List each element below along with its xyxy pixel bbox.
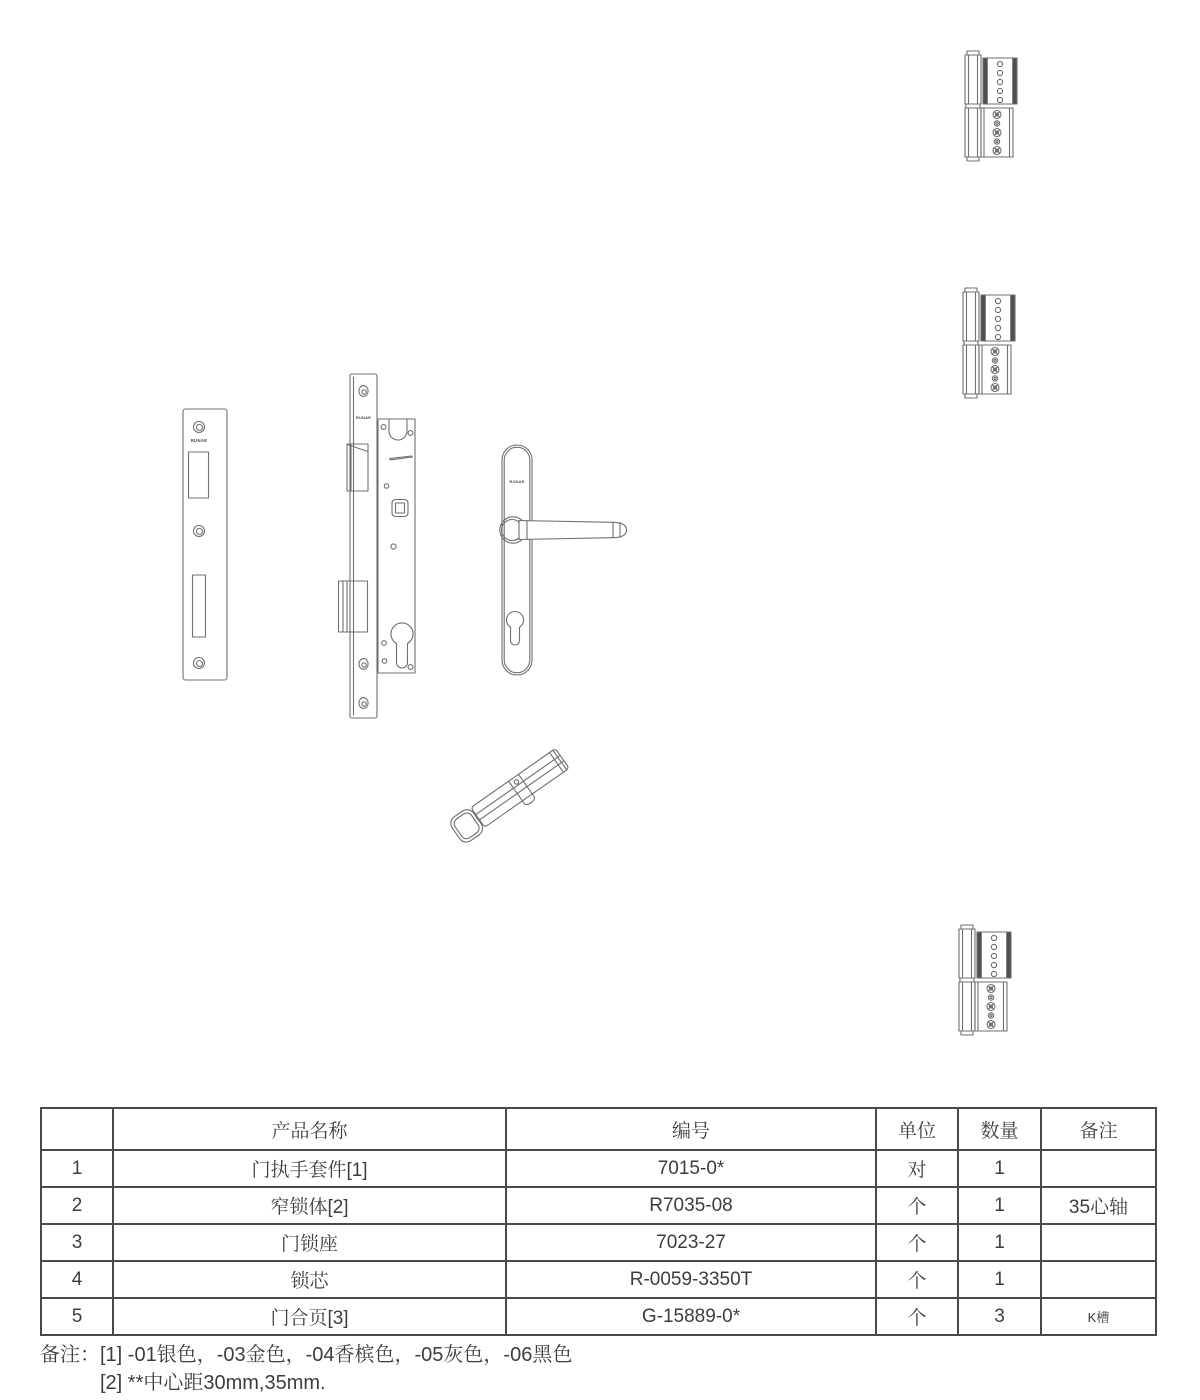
euro-keyhole	[506, 611, 523, 645]
hinge-drawing-bottom	[958, 925, 1012, 1035]
cell-name: 锁芯	[113, 1261, 506, 1298]
lever-handle	[519, 521, 627, 540]
column-header-code: 编号	[506, 1108, 876, 1150]
cell-code: 7023-27	[506, 1224, 876, 1261]
column-header-unit: 单位	[876, 1108, 958, 1150]
cell-code: 7015-0*	[506, 1150, 876, 1187]
table-row	[41, 1187, 1156, 1224]
brand-logo: RUNAE	[509, 479, 525, 484]
screw-hole	[359, 386, 368, 397]
cell-unit: 个	[876, 1298, 958, 1335]
remarks-line-1: [1] -01银色，-03金色，-04香槟色，-05灰色，-06黑色	[100, 1344, 573, 1366]
cell-index: 1	[41, 1150, 113, 1187]
hinge-drawing-middle	[962, 288, 1016, 398]
cell-index: 4	[41, 1261, 113, 1298]
cell-note	[1041, 1224, 1156, 1261]
screw-hole	[194, 658, 205, 669]
cell-note: K槽	[1041, 1298, 1156, 1335]
cell-code: R-0059-3350T	[506, 1261, 876, 1298]
lock-body-drawing	[330, 368, 425, 724]
cell-name: 门执手套件[1]	[113, 1150, 506, 1187]
cell-qty: 1	[958, 1187, 1041, 1224]
spindle-hole	[392, 500, 408, 517]
column-header-index	[41, 1108, 113, 1150]
cell-index: 5	[41, 1298, 113, 1335]
handle-set-drawing	[495, 440, 635, 688]
table-row	[41, 1261, 1156, 1298]
table-row	[41, 1150, 1156, 1187]
cell-unit: 个	[876, 1187, 958, 1224]
cell-qty: 1	[958, 1261, 1041, 1298]
cylinder-drawing	[445, 740, 585, 850]
cylinder-body	[471, 749, 573, 833]
cell-unit: 对	[876, 1150, 958, 1187]
brand-logo: RUNAE	[190, 438, 208, 443]
cell-note	[1041, 1261, 1156, 1298]
table-row	[41, 1298, 1156, 1335]
cell-note	[1041, 1150, 1156, 1187]
hinge-drawing-top	[964, 51, 1018, 161]
slot	[390, 456, 413, 460]
remarks-line-2: [2] **中心距30mm,35mm.	[100, 1372, 326, 1394]
remarks-block	[40, 1341, 572, 1397]
screw-hole	[194, 526, 205, 537]
cell-qty: 1	[958, 1224, 1041, 1261]
screw-hole	[359, 659, 368, 670]
table-row	[41, 1224, 1156, 1261]
strike-plate-drawing	[180, 405, 232, 687]
cell-code: R7035-08	[506, 1187, 876, 1224]
case-notch	[389, 419, 407, 440]
cell-name: 门锁座	[113, 1224, 506, 1261]
cell-name: 门合页[3]	[113, 1298, 506, 1335]
column-header-name: 产品名称	[113, 1108, 506, 1150]
brand-logo: RUNAE	[355, 415, 372, 420]
cell-qty: 1	[958, 1150, 1041, 1187]
cell-note: 35心轴	[1041, 1187, 1156, 1224]
screw-hole	[359, 698, 368, 709]
parts-table	[40, 1107, 1157, 1336]
cell-unit: 个	[876, 1261, 958, 1298]
cell-index: 2	[41, 1187, 113, 1224]
cell-index: 3	[41, 1224, 113, 1261]
column-header-qty: 数量	[958, 1108, 1041, 1150]
euro-cylinder-hole	[391, 623, 413, 668]
cell-name: 窄锁体[2]	[113, 1187, 506, 1224]
remarks-label: 备注：	[40, 1344, 100, 1366]
table-header-row	[41, 1108, 1156, 1150]
column-header-note: 备注	[1041, 1108, 1156, 1150]
deadbolt-cutout	[193, 575, 206, 637]
cell-qty: 3	[958, 1298, 1041, 1335]
latch-cutout	[189, 452, 209, 498]
screw-hole	[194, 422, 205, 433]
cell-unit: 个	[876, 1224, 958, 1261]
cell-code: G-15889-0*	[506, 1298, 876, 1335]
